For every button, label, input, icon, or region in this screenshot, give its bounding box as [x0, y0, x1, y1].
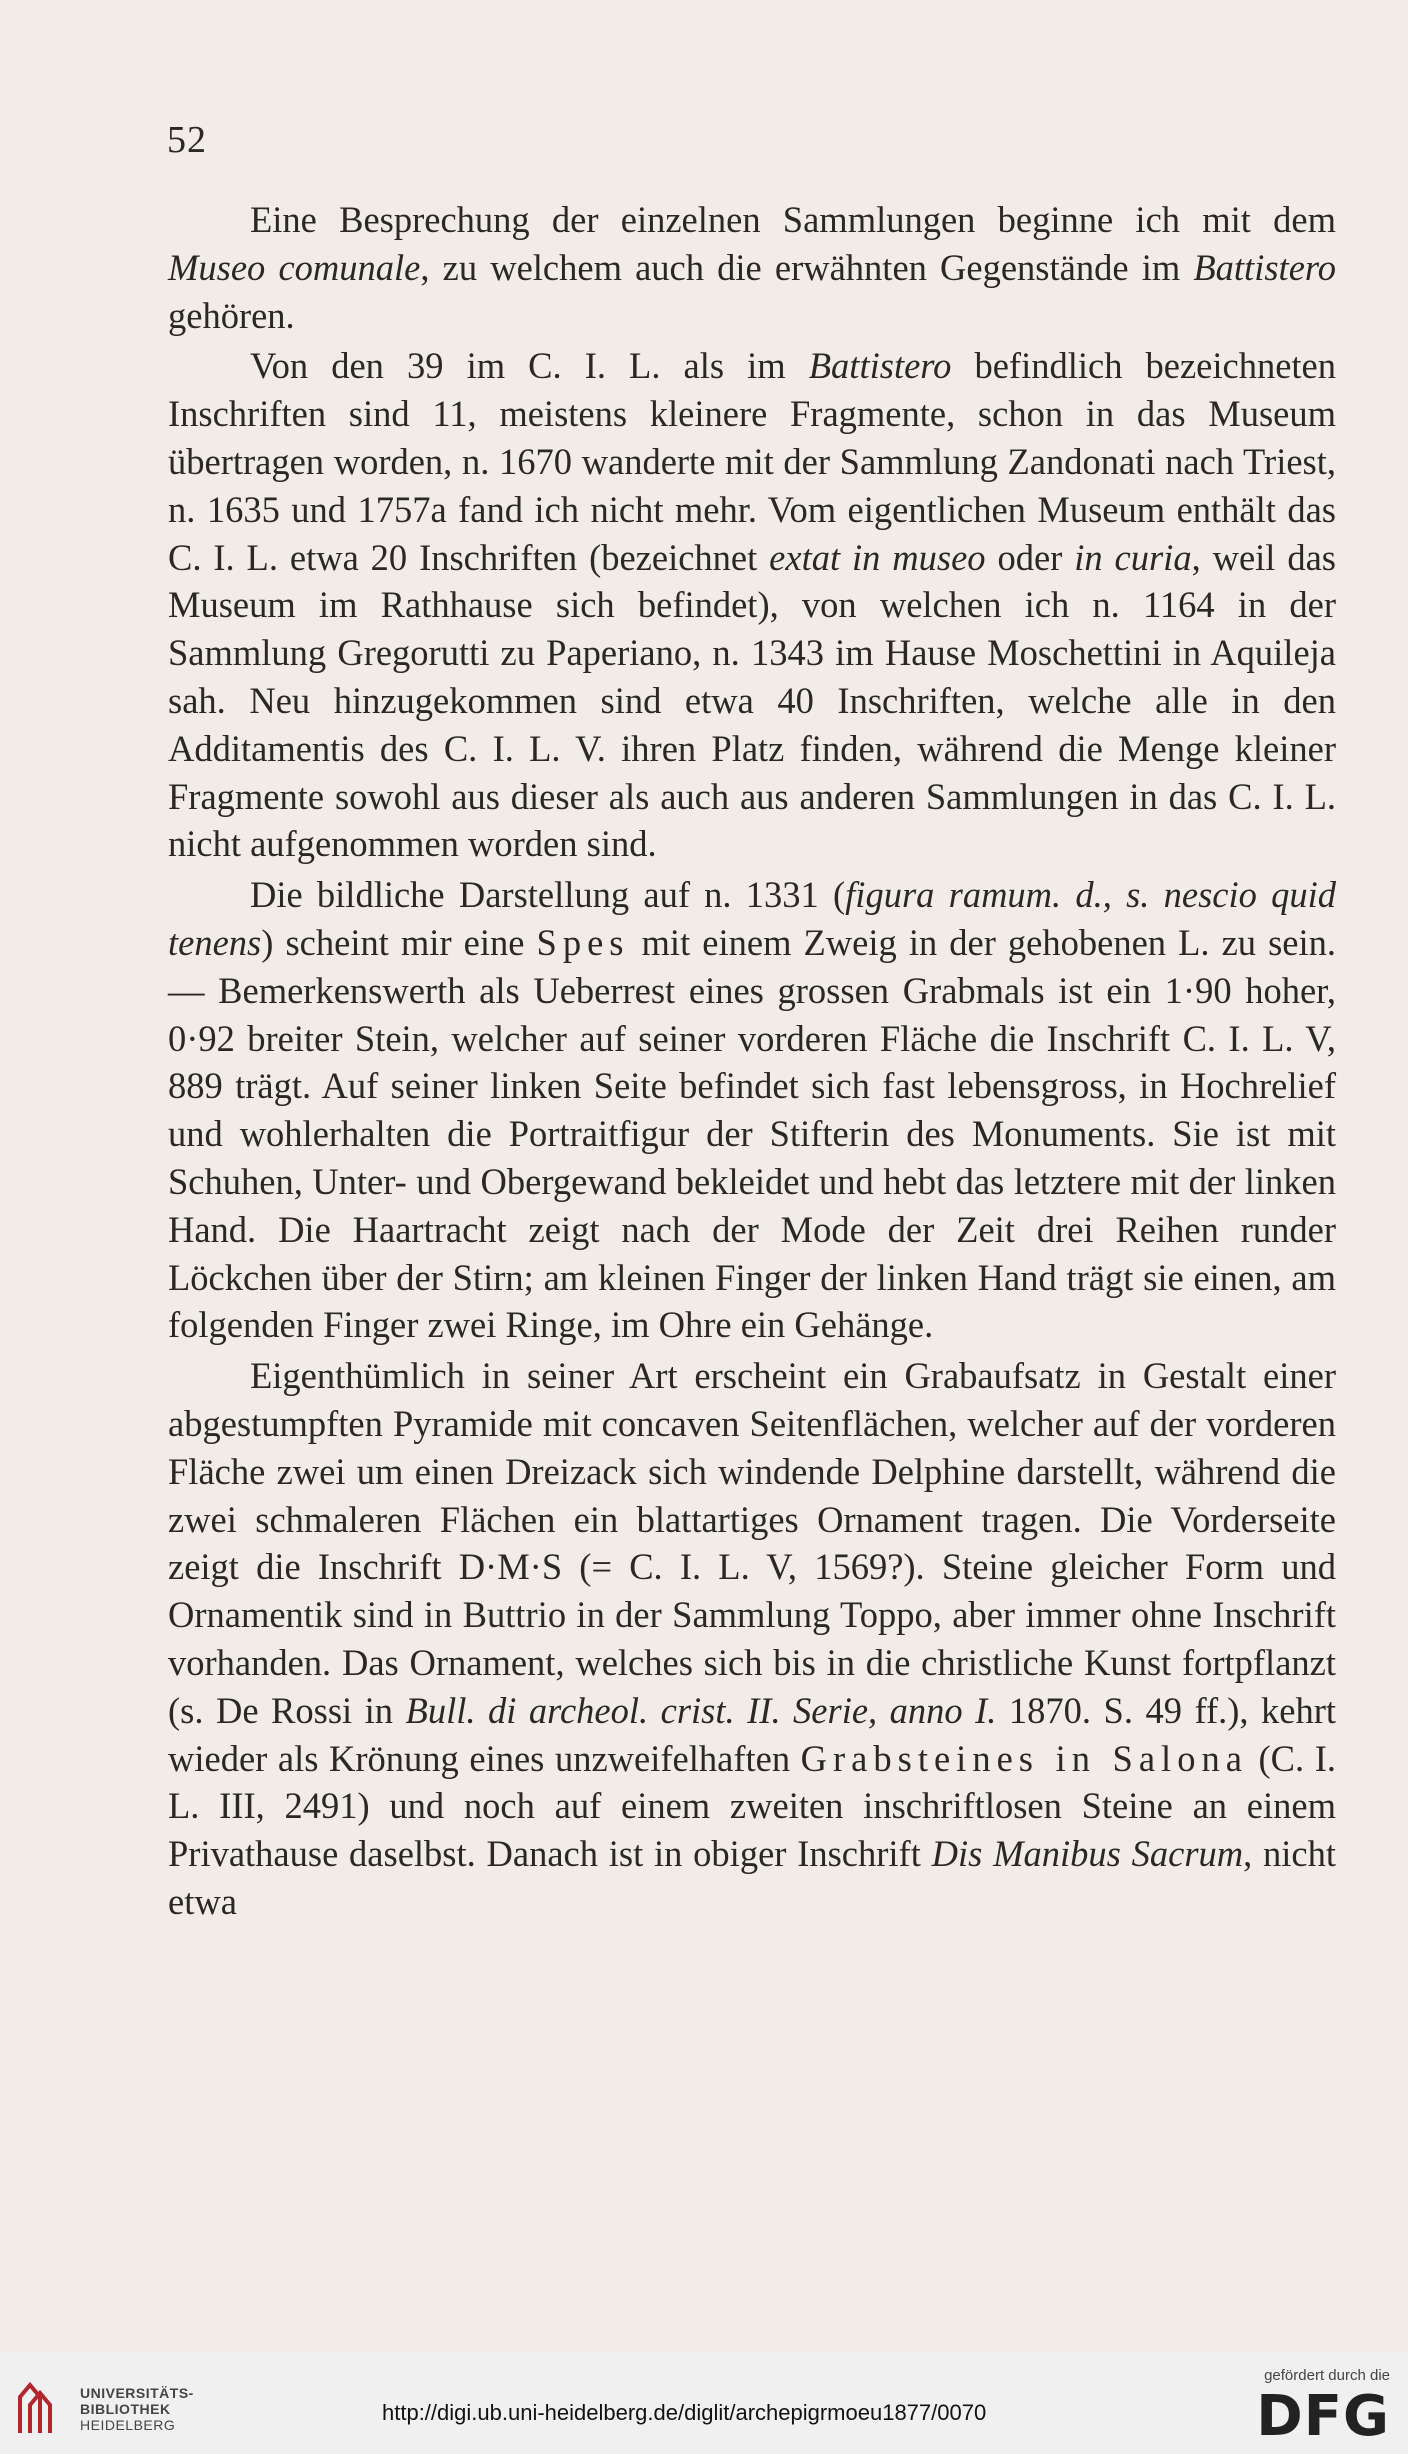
paragraph — [168, 871, 1336, 1349]
footer-bar — [0, 2351, 1408, 2454]
permalink-url[interactable]: http://digi.ub.uni-heidelberg.de/diglit/archepigrmoeu1877/0070 — [382, 2400, 987, 2425]
italic-text: extat in museo — [769, 536, 986, 578]
library-name — [80, 2385, 194, 2433]
library-name-line-3: HEIDELBERG — [80, 2417, 176, 2433]
text-run: befindlich bezeichneten Inschriften sind 11, meistens kleinere Fragmente, schon in das Museum übertragen worden, n. 1670 wanderte mit der Sammlung Zandonati nach Triest, n. 1635 und 1757a fand ich nicht mehr. Vom eigentlichen Museum enthält das C. I. L. etwa 20 Inschriften (bezeichnet — [168, 345, 1336, 578]
italic-text: Battistero — [1193, 246, 1336, 288]
paragraph — [168, 196, 1336, 339]
text-run: Von den 39 im C. I. L. als im — [250, 345, 809, 387]
italic-text: Museo comunale — [168, 246, 421, 288]
italic-text: in curia — [1074, 536, 1192, 578]
text-run: 1870. S. 49 ff.), kehrt wieder als Krönung eines unzweifelhaften — [168, 1689, 1336, 1779]
text-run: , zu welchem auch die erwähnten Gegenstände im — [420, 246, 1194, 288]
text-run: (C. I. L. III, 2491) und noch auf einem zweiten inschriftlosen Steine an einem Privathause daselbst. Danach ist in obiger Inschrift — [168, 1737, 1336, 1875]
text-run: , weil das Museum im Rathhause sich befindet), von welchen ich n. 1164 in der Sammlung Gregorutti zu Paperiano, n. 1343 im Hause Moschettini in Aquileja sah. Neu hinzugekommen sind etwa 40 Inschriften, welche alle in den Additamentis des C. I. L. V. ihren Platz finden, während die Menge kleiner Fragmente sowohl aus dieser als auch aus anderen Sammlungen in das C. I. L. nicht aufgenommen worden sind. — [168, 536, 1337, 865]
library-name-line-1: UNIVERSITÄTS- — [80, 2385, 194, 2401]
text-run: Eine Besprechung der einzelnen Sammlungen beginne ich mit dem — [250, 199, 1336, 240]
text-run: oder — [985, 536, 1075, 578]
body-text — [168, 196, 1336, 1926]
italic-text: Dis Manibus Sacrum — [931, 1833, 1244, 1875]
paragraph — [168, 1352, 1336, 1926]
italic-text: Bull. di archeol. crist. II. Serie, anno I. — [405, 1689, 997, 1731]
funding-note: gefördert durch die — [1264, 2367, 1390, 2384]
text-run: Die bildliche Darstellung auf n. 1331 ( — [250, 874, 846, 916]
text-run: , nicht etwa — [168, 1833, 1337, 1922]
library-logo-icon — [14, 2379, 58, 2437]
text-run: ) scheint mir eine — [261, 921, 537, 963]
italic-text: Battistero — [808, 345, 952, 387]
spaced-text: Grabsteines in Salona — [800, 1737, 1248, 1779]
text-run: gehören. — [168, 294, 295, 336]
text-run: Eigenthümlich in seiner Art erscheint ein Grabaufsatz in Gestalt einer abgestumpften Pyramide mit concaven Seitenflächen, welcher auf der vorderen Fläche zwei um einen Dreizack sich windende Delphine darstellt, während die zwei schmaleren Flächen ein blattartiges Ornament tragen. Die Vorderseite zeigt die Inschrift D·M·S (= C. I. L. V, 1569?). Steine gleicher Form und Ornamentik sind in Buttrio in der Sammlung Toppo, aber immer ohne Inschrift vorhanden. Das Ornament, welches sich bis in die christliche Kunst fortpflanzt (s. De Rossi in — [168, 1355, 1336, 1731]
library-name-line-2: BIBLIOTHEK — [80, 2401, 171, 2417]
paragraph — [168, 342, 1336, 868]
italic-text: figura ramum. d., s. nescio quid tenens — [168, 874, 1336, 963]
spaced-text: Spes — [536, 921, 630, 963]
page-number: 52 — [167, 119, 207, 161]
text-run: mit einem Zweig in der gehobenen L. zu sein. — Bemerkenswerth als Ueberrest eines grossen Grabmals ist ein 1·90 hoher, 0·92 breiter Stein, welcher auf seiner vorderen Fläche die Inschrift C. I. L. V, 889 trägt. Auf seiner linken Seite befindet sich fast lebensgross, in Hochrelief und wohlerhalten die Portraitfigur der Stifterin des Monuments. Sie ist mit Schuhen, Unter- und Obergewand bekleidet und hebt das letztere mit der linken Hand. Die Haartracht zeigt nach der Mode der Zeit drei Reihen runder Löckchen über der Stirn; am kleinen Finger der linken Hand trägt sie einen, am folgenden Finger zwei Ringe, im Ohre ein Gehänge. — [168, 921, 1336, 1346]
dfg-logo: DFG — [1256, 2384, 1390, 2449]
